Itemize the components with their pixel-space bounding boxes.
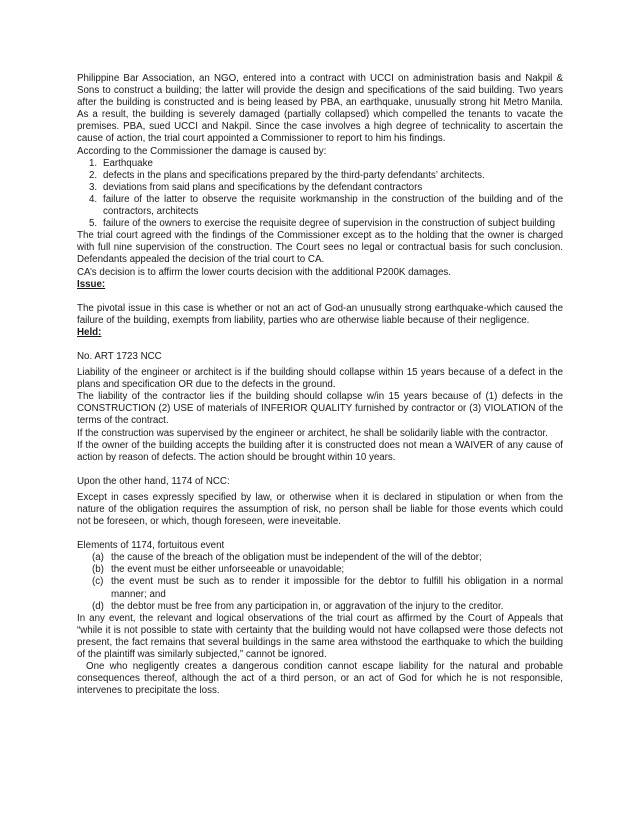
commissioner-intro: According to the Commissioner the damage is caused by: — [77, 145, 327, 157]
elements-list — [77, 552, 563, 612]
document-page — [77, 73, 563, 697]
art1174-paragraph: Except in cases expressly specified by law, or otherwise when it is declared in stipulation or when from the nature of the obligation requires the assumption of risk, no person shall be liable for those events which could not be foreseen, or which, though foreseen, were ineveitable. — [77, 491, 563, 528]
negligence-paragraph: One who negligently creates a dangerous condition cannot escape liability for the natural and probable consequences thereof, although the act of a third person, or an act of God for which he is not responsible, intervenes to precipitate the loss. — [77, 661, 563, 697]
elements-intro: Elements of 1174, fortuitous event — [77, 540, 225, 552]
list-item: 4. failure of the latter to observe the requisite workmanship in the construction of the building and of the contractors, architects — [89, 193, 563, 218]
held-answer: No. ART 1723 NCC — [77, 350, 162, 362]
liability-engineer-paragraph: Liability of the engineer or architect is if the building should collapse within 15 years because of a defect in the plans and specification OR due to the defects in the ground. — [77, 367, 563, 391]
supervised-paragraph: If the construction was supervised by the engineer or architect, he shall be solidarily liable with the contractor. — [77, 427, 548, 439]
list-item: 1. Earthquake — [89, 157, 153, 169]
list-item: (c) the event must be such as to render it impossible for the debtor to fulfill his obligation in a normal manner; and — [92, 576, 563, 600]
held-heading: Held: — [77, 326, 102, 338]
list-item: 5. failure of the owners to exercise the requisite degree of supervision in the construction of subject building — [89, 218, 556, 230]
list-item: (d) the debtor must be free from any participation in, or aggravation of the injury to the creditor. — [92, 600, 504, 612]
issue-paragraph: The pivotal issue in this case is whether or not an act of God-an unusually strong earthquake-which caused the failure of the building, exempts from liability, parties who are otherwise liable because of their negligence. — [77, 302, 563, 326]
list-item: (b) the event must be either unforseeable or unavoidable; — [92, 564, 345, 576]
list-item: 2. defects in the plans and specifications prepared by the third-party defendants’ architects. — [89, 169, 485, 181]
issue-heading: Issue: — [77, 278, 106, 290]
list-item: 3. deviations from said plans and specifications by the defendant contractors — [89, 181, 423, 193]
observations-paragraph: In any event, the relevant and logical observations of the trial court as affirmed by the Court of Appeals that “while it is not possible to state with certainty that the building would not have collapsed were those defects not present, the fact remains that several buildings in the same area withstood the earthquake to which the building of the plaintiff was similarly subjected,” cannot be ignored. — [77, 612, 563, 661]
liability-contractor-paragraph: The liability of the contractor lies if the building should collapse w/in 15 years because of (1) defects in the CONSTRUCTION (2) USE of materials of INFERIOR QUALITY furnished by contractor or (3) VIOLATION of the terms of the contract. — [77, 391, 563, 427]
waiver-paragraph: If the owner of the building accepts the building after it is constructed does not mean a WAIVER of any cause of action by reason of defects. The action should be brought within 10 years. — [77, 439, 563, 463]
intro-paragraph: Philippine Bar Association, an NGO, entered into a contract with UCCI on administration basis and Nakpil & Sons to construct a building; the latter will provide the design and specifications of the said building. Two years after the building is constructed and is being leased by PBA, an earthquake, unusually strong hit Metro Manila. As a result, the building is severely damaged (partially collapsed) which compelled the tenants to vacate the premises. PBA, sued UCCI and Nakpil. Since the case involves a high degree of technicality to ascertain the cause of action, the trial court appointed a Commissioner to report to him his findings. — [77, 73, 563, 145]
trial-court-paragraph: The trial court agreed with the findings of the Commissioner except as to the holding that the owner is charged with full nine supervision of the construction. The Court sees no legal or contractual basis for such conclusion. Defendants appealed the decision of the trial court to CA. — [77, 230, 563, 266]
art1174-intro: Upon the other hand, 1174 of NCC: — [77, 475, 230, 487]
list-item: (a) the cause of the breach of the obligation must be independent of the will of the debtor; — [92, 552, 482, 564]
causes-list — [77, 158, 563, 231]
ca-decision-paragraph: CA’s decision is to affirm the lower courts decision with the additional P200K damages. — [77, 266, 451, 278]
